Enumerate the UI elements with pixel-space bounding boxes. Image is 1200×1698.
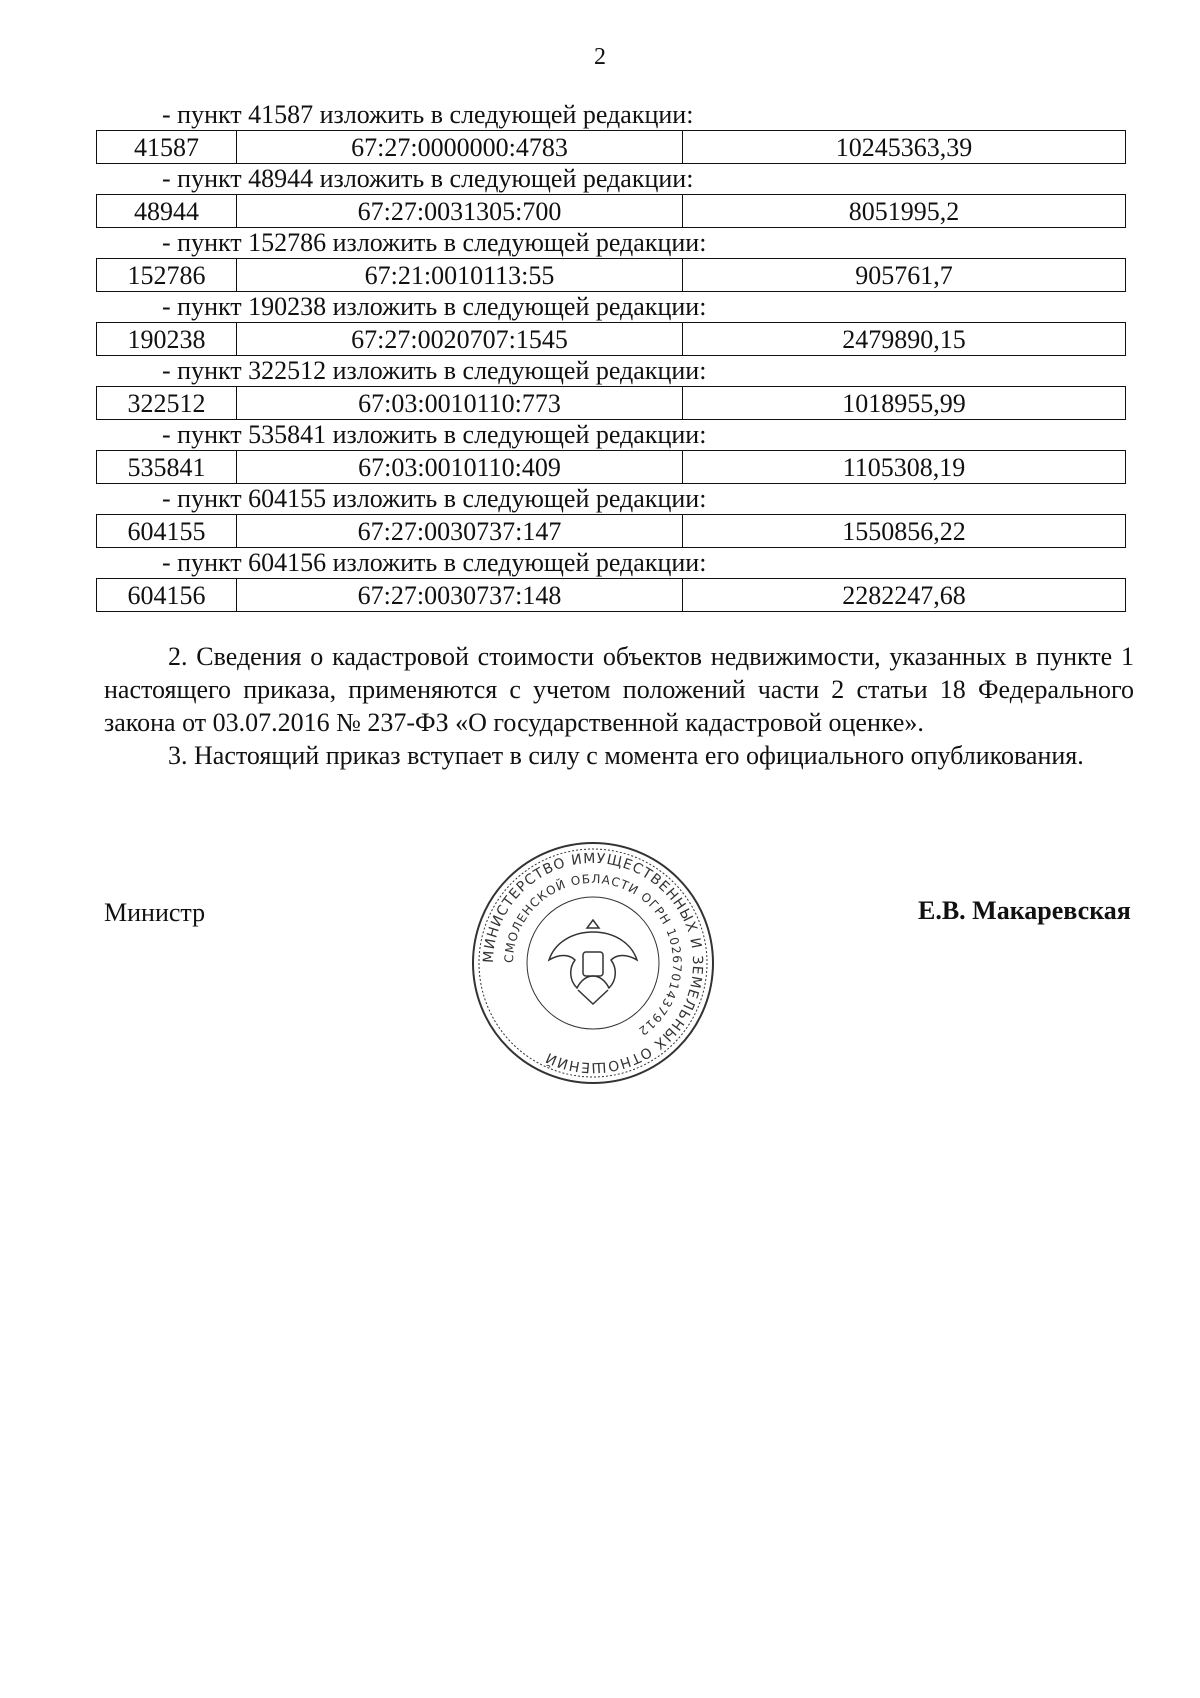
item-number-cell: 48944 bbox=[97, 195, 237, 227]
amendment-item bbox=[96, 356, 1126, 420]
amendment-label: - пункт 41587 изложить в следующей редакции: bbox=[162, 100, 694, 129]
cadastral-number-cell: 67:27:0020707:1545 bbox=[237, 323, 683, 355]
item-number-cell: 190238 bbox=[97, 323, 237, 355]
amendment-table-row bbox=[96, 514, 1126, 548]
signatory-name: Е.В. Макаревская bbox=[918, 896, 1131, 925]
item-number-cell: 152786 bbox=[97, 259, 237, 291]
amendment-label: - пункт 152786 изложить в следующей редакции: bbox=[162, 228, 707, 257]
cadastral-number-cell: 67:27:0030737:147 bbox=[237, 515, 683, 547]
page-number: 2 bbox=[594, 44, 606, 70]
amendment-item bbox=[96, 484, 1126, 548]
cadastral-value-cell: 2282247,68 bbox=[842, 581, 966, 610]
cadastral-value-cell: 10245363,39 bbox=[835, 133, 973, 162]
item-number-cell: 535841 bbox=[97, 451, 237, 483]
amendment-label: - пункт 604155 изложить в следующей редакции: bbox=[162, 484, 707, 513]
item-number-cell: 322512 bbox=[97, 387, 237, 419]
cadastral-number-cell: 67:03:0010110:773 bbox=[237, 387, 683, 419]
amendment-table-row bbox=[96, 386, 1126, 420]
cadastral-number-cell: 67:27:0000000:4783 bbox=[237, 131, 683, 163]
amendment-item bbox=[96, 548, 1126, 612]
paragraph-2: 2. Сведения о кадастровой стоимости объектов недвижимости, указанных в пункте 1 настоящего приказа, применяются с учетом положений части 2 статьи 18 Федерального закона от 03.07.2016 № 237-ФЗ «О государственной кадастровой оценке». bbox=[104, 642, 1134, 737]
signatory-title: Министр bbox=[104, 898, 206, 927]
amendment-item bbox=[96, 292, 1126, 356]
official-seal-icon bbox=[470, 840, 716, 1086]
item-number-cell: 41587 bbox=[97, 131, 237, 163]
cadastral-number-cell: 67:27:0031305:700 bbox=[237, 195, 683, 227]
amendment-label: - пункт 535841 изложить в следующей редакции: bbox=[162, 420, 707, 449]
cadastral-value-cell: 2479890,15 bbox=[842, 325, 966, 354]
cadastral-number-cell: 67:27:0030737:148 bbox=[237, 579, 683, 611]
cadastral-value-cell: 8051995,2 bbox=[848, 197, 960, 226]
amendment-label: - пункт 604156 изложить в следующей редакции: bbox=[162, 548, 707, 577]
item-number-cell: 604156 bbox=[97, 579, 237, 611]
cadastral-value-cell: 1018955,99 bbox=[842, 389, 966, 418]
amendment-table-row bbox=[96, 258, 1126, 292]
amendment-label: - пункт 322512 изложить в следующей редакции: bbox=[162, 356, 707, 385]
amendment-table-row bbox=[96, 578, 1126, 612]
seal-outer-text: МИНИСТЕРСТВО ИМУЩЕСТВЕННЫХ И ЗЕМЕЛЬНЫХ ОТНОШЕНИЙ bbox=[480, 850, 706, 1076]
cadastral-value-cell: 905761,7 bbox=[855, 261, 953, 290]
amendment-table-row bbox=[96, 194, 1126, 228]
cadastral-number-cell: 67:21:0010113:55 bbox=[237, 259, 683, 291]
amendments-list bbox=[96, 100, 1126, 612]
amendment-item bbox=[96, 228, 1126, 292]
amendment-label: - пункт 190238 изложить в следующей редакции: bbox=[162, 292, 707, 321]
amendment-table-row bbox=[96, 322, 1126, 356]
body-text bbox=[104, 640, 1134, 772]
item-number-cell: 604155 bbox=[97, 515, 237, 547]
coat-of-arms-icon bbox=[549, 920, 637, 1004]
seal-inner-text: СМОЛЕНСКОЙ ОБЛАСТИ ОГРН 1026701437912 bbox=[501, 871, 685, 1039]
cadastral-value-cell: 1105308,19 bbox=[842, 453, 966, 482]
amendment-item bbox=[96, 100, 1126, 164]
cadastral-value-cell: 1550856,22 bbox=[842, 517, 966, 546]
amendment-table-row bbox=[96, 450, 1126, 484]
amendment-item bbox=[96, 420, 1126, 484]
cadastral-number-cell: 67:03:0010110:409 bbox=[237, 451, 683, 483]
amendment-table-row bbox=[96, 130, 1126, 164]
paragraph-3: 3. Настоящий приказ вступает в силу с момента его официального опубликования. bbox=[168, 741, 1084, 770]
amendment-label: - пункт 48944 изложить в следующей редакции: bbox=[162, 164, 694, 193]
amendment-item bbox=[96, 164, 1126, 228]
